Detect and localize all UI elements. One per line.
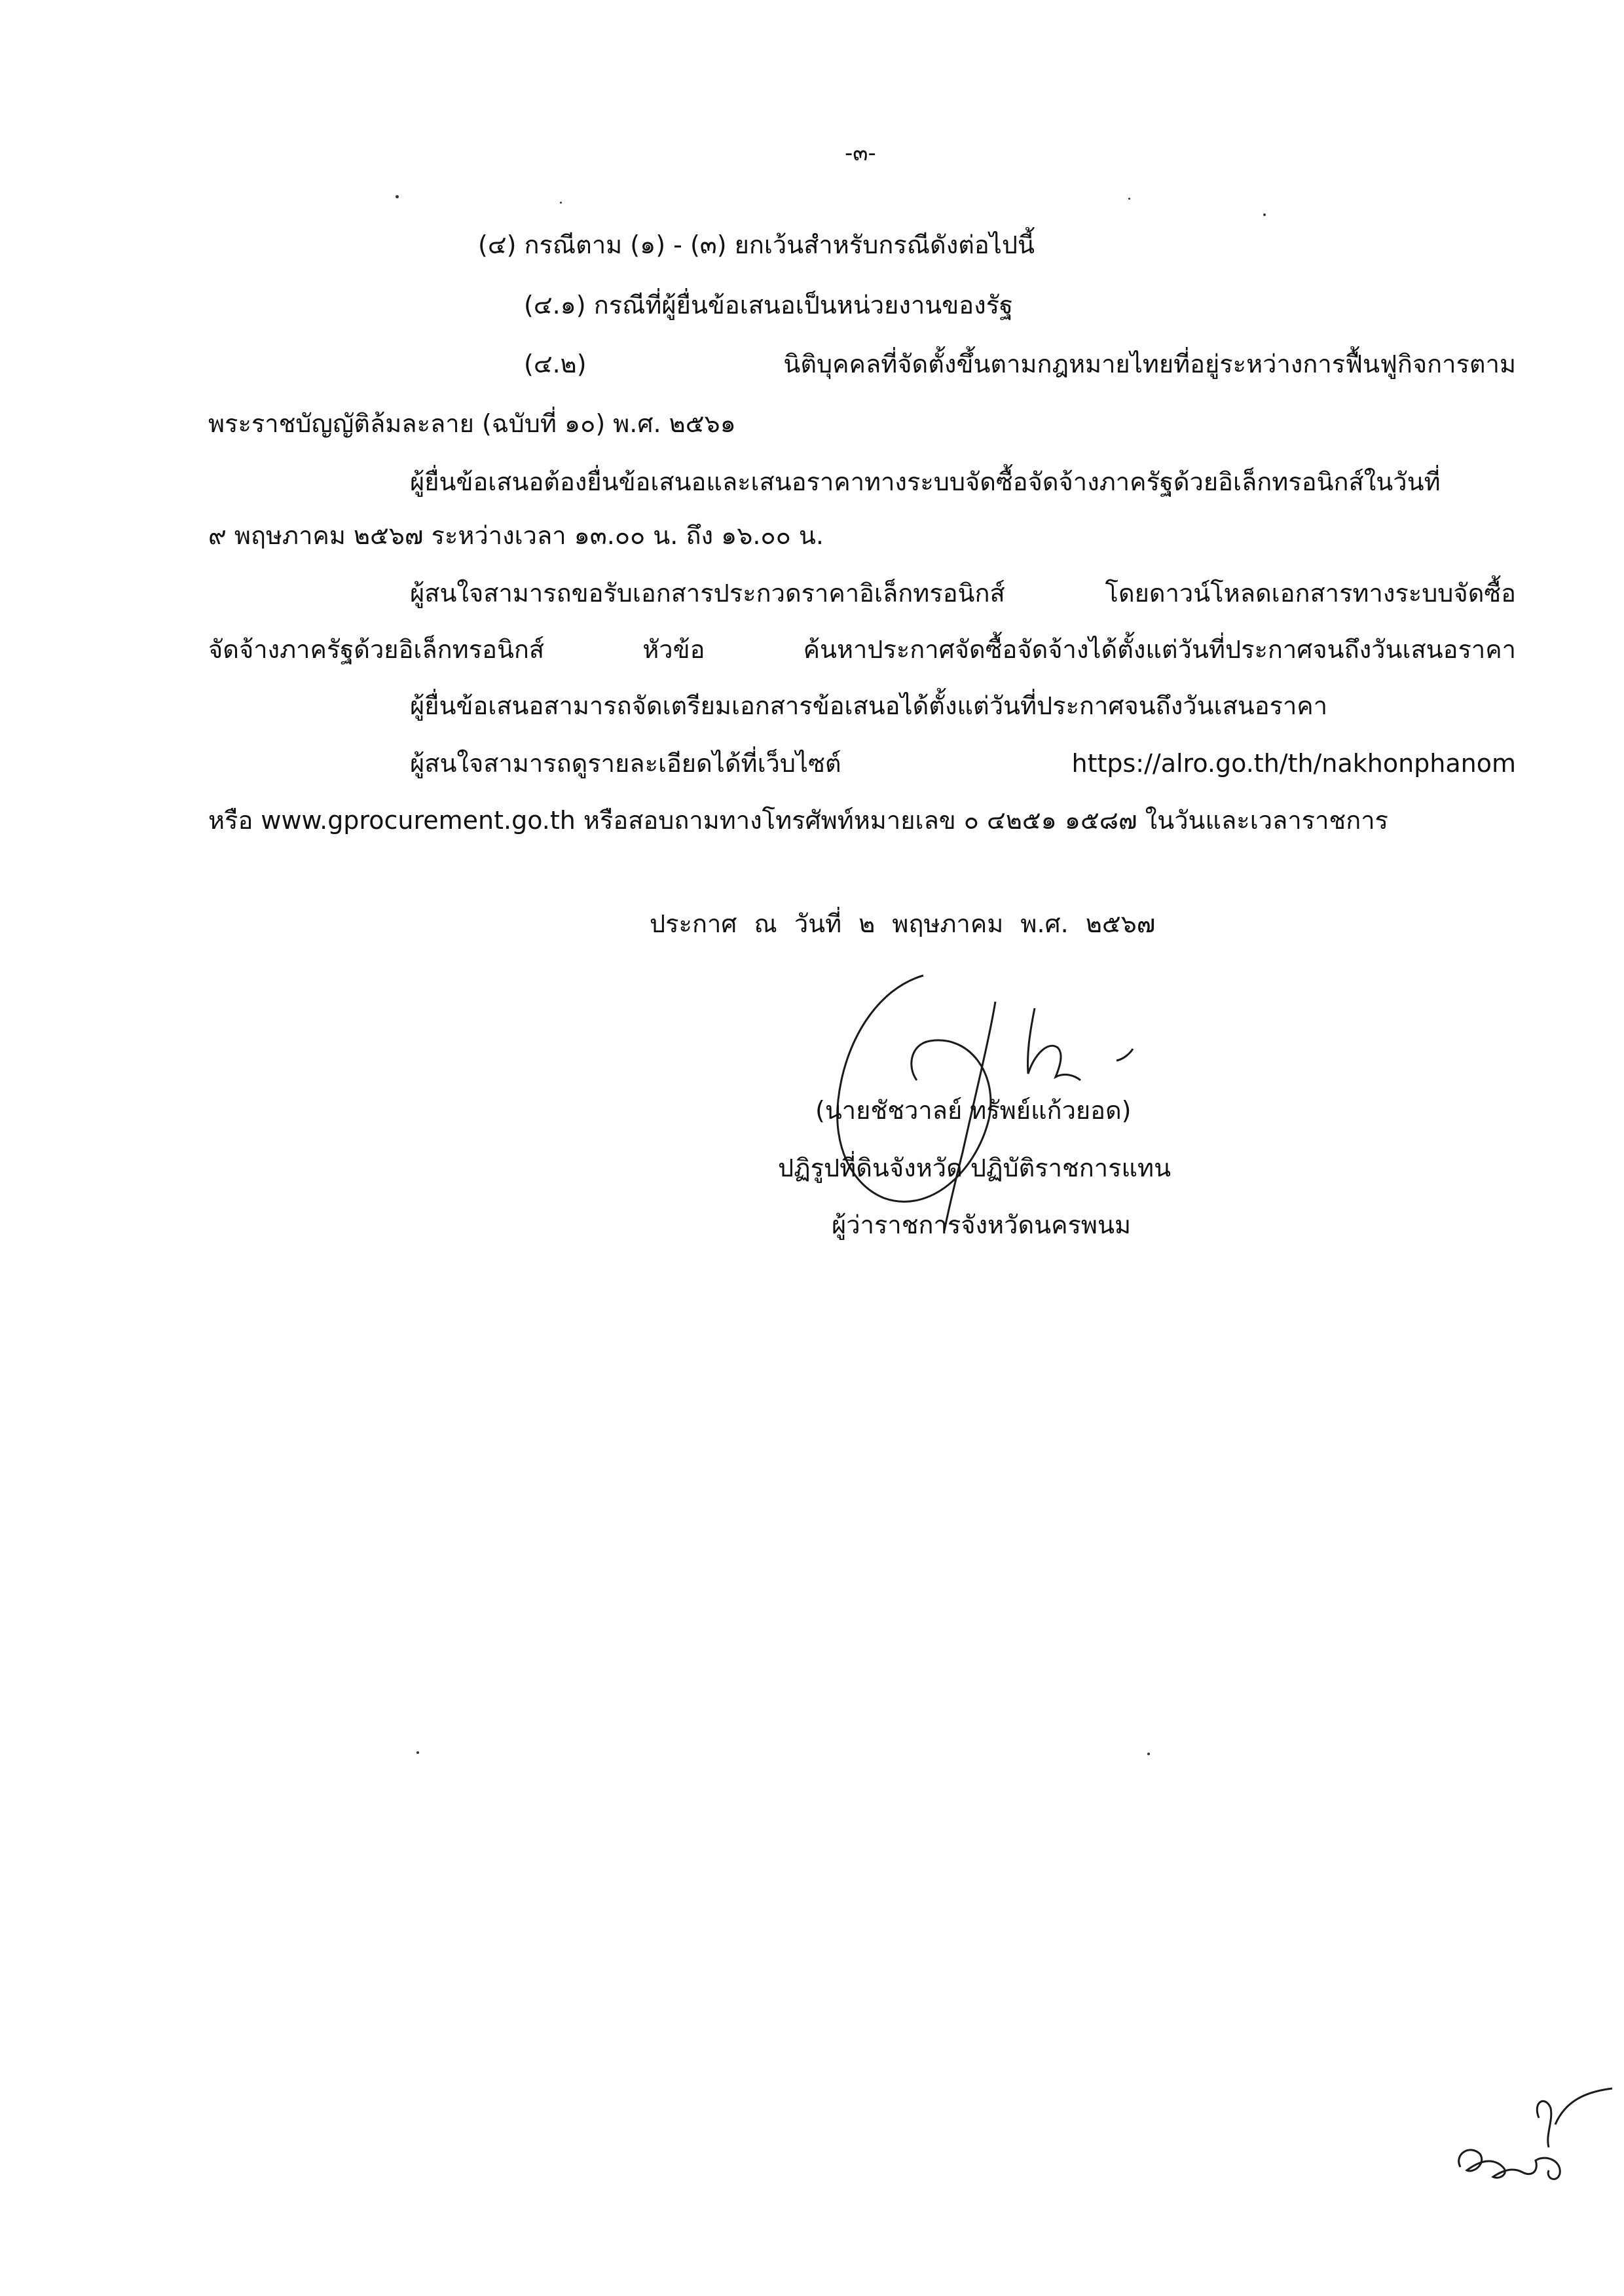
announcement-date: ประกาศ ณ วันที่ ๒ พฤษภาคม พ.ศ. ๒๕๖๗ [650,909,1156,938]
item-4-text: (๔) กรณีตาม (๑) - (๓) ยกเว้นสำหรับกรณีดังต่อไปนี้ [478,230,1035,259]
signature-image [799,962,1166,1303]
signatory-name: (นายชัชวาลย์ ทรัพย์แก้วยอด) [815,1096,1132,1125]
initials-image [1441,2062,1624,2296]
scan-speck [1263,213,1266,216]
item-4-1-text: (๔.๑) กรณีที่ผู้ยื่นข้อเสนอเป็นหน่วยงานของรัฐ [524,291,1014,319]
item-4-2-text-line1: (๔.๒) นิติบุคคลที่จัดตั้งขึ้นตามกฎหมายไทยที่อยู่ระหว่างการฟื้นฟูกิจการตาม [524,350,1516,378]
scan-speck [560,202,562,204]
signatory-authority: ผู้ว่าราชการจังหวัดนครพนม [832,1211,1132,1239]
details-text-line1: ผู้สนใจสามารถดูรายละเอียดได้ที่เว็บไซต์ https://alro.go.th/th/nakhonphanom [410,749,1516,778]
scan-speck [396,195,399,198]
item-4-2-text-line2: พระราชบัญญัติล้มละลาย (ฉบับที่ ๑๐) พ.ศ. ๒๕๖๑ [208,409,736,438]
scan-speck [1147,1753,1150,1755]
download-text-line1: ผู้สนใจสามารถขอรับเอกสารประกวดราคาอิเล็กทรอนิกส์ โดยดาวน์โหลดเอกสารทางระบบจัดซื้อ [410,579,1516,608]
details-text-line2: หรือ www.gprocurement.go.th หรือสอบถามทางโทรศัพท์หมายเลข ๐ ๔๒๕๑ ๑๕๘๗ ในวันและเวลาราชการ [208,806,1388,835]
submission-text-line2: ๙ พฤษภาคม ๒๕๖๗ ระหว่างเวลา ๑๓.๐๐ น. ถึง ๑๖.๐๐ น. [208,521,824,550]
download-text-line2: จัดจ้างภาครัฐด้วยอิเล็กทรอนิกส์ หัวข้อ ค้นหาประกาศจัดซื้อจัดจ้างได้ตั้งแต่วันที่ประกาศจนถึงวันเสนอราคา [208,635,1516,664]
submission-text-line1: ผู้ยื่นข้อเสนอต้องยื่นข้อเสนอและเสนอราคาทางระบบจัดซื้อจัดจ้างภาครัฐด้วยอิเล็กทรอนิกส์ในวันที่ [410,467,1441,496]
prepare-text: ผู้ยื่นข้อเสนอสามารถจัดเตรียมเอกสารข้อเสนอได้ตั้งแต่วันที่ประกาศจนถึงวันเสนอราคา [410,691,1328,720]
page-number: -๓- [845,140,876,166]
signatory-position: ปฏิรูปที่ดินจังหวัด ปฏิบัติราชการแทน [778,1154,1172,1182]
scan-speck [416,1751,419,1754]
scan-speck [1128,198,1130,200]
